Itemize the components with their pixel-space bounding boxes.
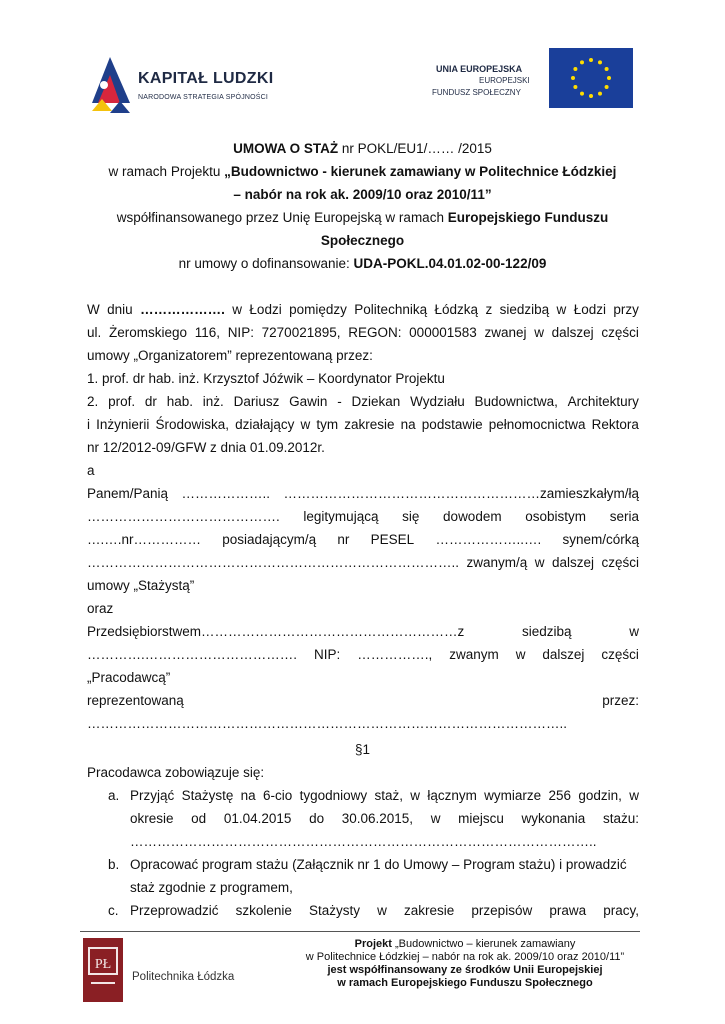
eu-logo-line2: EUROPEJSKI [479,76,530,85]
word: pracy, [603,903,639,918]
footer-line3: jest współfinansowany ze środków Unii Europejskiej [327,964,603,976]
word: okresie [130,811,174,826]
word: dalszej [542,647,585,662]
word: ………………..…. [435,532,542,547]
word: Żeromskiego [108,325,187,340]
section-1-heading: §1 [354,742,371,757]
word: Łodzi [249,302,282,317]
word: reprezentowaną [87,693,184,708]
word: w [410,788,421,803]
represented-line1 [87,692,639,710]
word: Inżynierii [96,417,150,432]
word: w [300,417,311,432]
word: 116, [194,325,220,340]
word: siedzibą [499,302,550,317]
word: w [232,302,243,317]
word: od [191,811,207,826]
word: podstawie [421,417,483,432]
word: Przeprowadzić [130,903,219,918]
word: 256 [548,788,572,803]
eu-logo-line1: UNIA EUROPEJSKA [436,64,523,74]
word: miejscu [458,811,504,826]
word: posiadającym/ą [222,532,317,547]
word: Przedsiębiorstwem…………………………………………………z [87,624,465,639]
word: 30.06.2015, [341,811,414,826]
word: 6-cio [263,788,293,803]
word: NIP: [313,647,341,662]
representative-2-line3: nr 12/2012-09/GFW z dnia 01.09.2012r. [87,440,325,455]
word: hab. [166,394,193,409]
project-line2: – nabór na rok ak. 2009/10 oraz 2010/11” [233,187,492,202]
agreement-number: nr umowy o dofinansowanie: UDA-POKL.04.01.02-00-122/09 [178,256,547,271]
word: seria [609,509,639,524]
word: zakresie [404,903,455,918]
word: Łódzką [434,302,479,317]
word: się [402,509,420,524]
trainee-line5: umowy „Stażystą” [87,578,195,593]
item-a-label: a. [108,788,120,803]
word: siedzibą [522,624,572,639]
word: stażu: [602,811,639,826]
representative-1: 1. prof. dr hab. inż. Krzysztof Jóźwik – Koordynator Projektu [87,371,445,386]
representative-2-line2 [87,416,639,434]
kapital-ludzki-subtitle: NARODOWA STRATEGIA SPÓJNOŚCI [138,94,269,101]
represented-line2: …………………………………………………………………………………………….. [87,716,568,731]
word: ….….nr…………… [87,532,202,547]
word: 7270021895, [261,325,341,340]
word: zwanym/ą [466,555,528,570]
word: tym [316,417,339,432]
word: łącznym [427,788,477,803]
word: wymiarze [484,788,542,803]
word: zwanym [449,647,499,662]
word: inż. [202,394,224,409]
word: REGON: [348,325,402,340]
word: na [400,417,416,432]
para1-line1 [87,301,639,319]
word: przy [613,302,639,317]
word: W [87,302,100,317]
university-name: Politechnika Łódzka [132,971,235,983]
word: ul. [87,325,102,340]
item-c-line1 [130,902,639,920]
svg-text:PŁ: PŁ [94,957,112,972]
word: przepisów [471,903,533,918]
word: dr [144,394,157,409]
word: nr [337,532,350,547]
word: dalszej [551,325,594,340]
conjunction-oraz: oraz [87,601,114,616]
word: 01.04.2015 [223,811,292,826]
word: 000001583 [409,325,477,340]
word: NIP: [227,325,254,340]
word: części [601,555,639,570]
item-b-line1: Opracować program stażu (Załącznik nr 1 do Umowy – Program stażu) i prowadzić [130,857,627,872]
word: dowodem [443,509,502,524]
word: w [629,624,639,639]
word: wykonania [521,811,586,826]
footer-line4: w ramach Europejskiego Funduszu Społecznego [337,977,593,989]
project-line1: w ramach Projektu „Budownictwo - kierunek zamawiany w Politechnice Łódzkiej [108,164,617,179]
footer-divider [80,931,640,932]
trainee-line4 [87,554,639,572]
word: w [430,811,441,826]
cofinancing-line2: Społecznego [320,233,405,248]
trainee-line3 [87,531,639,549]
word: ……………., [357,647,433,662]
kapital-ludzki-title: KAPITAŁ LUDZKI [138,70,274,87]
footer-line2: w Politechnice Łódzkiej – nabór na rok ak. 2009/10 oraz 2010/11” [305,951,625,963]
word: prof. [108,394,136,409]
word: ……………….. [181,486,271,501]
word: Środowiska, [155,417,230,432]
trainee-line1 [87,485,639,503]
word: Dziekan [351,394,401,409]
politechnika-lodzka-logo [83,938,123,1002]
word: w [515,647,526,662]
word: ……………………………………………………………………….. [87,555,460,570]
word: Wydziału [410,394,465,409]
employer-line1 [87,623,639,641]
word: Rektora [591,417,639,432]
word: PESEL [370,532,415,547]
eu-logo-line3: FUNDUSZ SPOŁECZNY [432,88,521,97]
word: Stażysty [309,903,361,918]
item-b-label: b. [108,857,120,872]
word: Politechniką [354,302,428,317]
word: w [534,555,545,570]
word: zwanej [484,325,527,340]
cofinancing-line1: współfinansowanego przez Unię Europejską w ramach Europejskiego Funduszu [116,210,609,225]
word: w [377,903,387,918]
word: pomiędzy [289,302,347,317]
word: szkolenie [235,903,292,918]
word: Stażystę [181,788,234,803]
word: zakresie [344,417,395,432]
word: - [337,394,342,409]
word: osobistym [525,509,587,524]
representative-2-line1 [87,393,639,411]
word: do [309,811,325,826]
word: 2. [87,394,99,409]
footer-line1: Projekt „Budownictwo – kierunek zamawiany [354,938,576,950]
word: w [629,788,639,803]
word: dalszej [551,555,594,570]
word: ……………………………………. [87,509,280,524]
word: legitymującą [303,509,379,524]
employer-line2 [87,646,639,664]
word: Budownictwa, [474,394,558,409]
obligations-intro: Pracodawca zobowiązuje się: [87,765,265,780]
word: i [87,417,90,432]
word: staż, [374,788,403,803]
word: działający [235,417,295,432]
word: synem/córką [562,532,639,547]
word: przez: [602,693,639,708]
word: Przyjąć [130,788,175,803]
word: Panem/Panią [87,486,169,501]
word: w [534,325,544,340]
item-a-line1 [130,787,639,805]
item-c-label: c. [108,903,119,918]
word: części [601,325,639,340]
word: z [485,302,493,317]
word: prawa [549,903,587,918]
employer-line3: „Pracodawcą” [87,670,171,685]
item-a-line3: ………………………………………………………………………………………….. [130,834,597,849]
word: na [240,788,256,803]
word: ………….……………………………. [87,647,298,662]
para1-line2 [87,324,639,342]
item-a-line2 [130,810,639,828]
item-b-line2: staż zgodnie z programem, [130,880,293,895]
word: Dariusz [233,394,280,409]
word: Architektury [567,394,639,409]
word: pełnomocnictwa [488,417,586,432]
para1-line3: umowy „Organizatorem” reprezentowaną przez: [87,348,373,363]
conjunction-a: a [87,463,95,478]
word: Gawin [289,394,328,409]
word: Łodzi [573,302,606,317]
trainee-line2 [87,508,639,526]
word: …………………………………………………zamieszkałym/łą [283,486,639,501]
word: godzin, [578,788,622,803]
word: części [601,647,639,662]
word: w [556,302,567,317]
word: ………………. [140,302,225,317]
word: tygodniowy [299,788,368,803]
eu-flag-icon [549,48,633,108]
word: dniu [107,302,133,317]
contract-title: UMOWA O STAŻ nr POKL/EU1/…… /2015 [233,141,492,156]
